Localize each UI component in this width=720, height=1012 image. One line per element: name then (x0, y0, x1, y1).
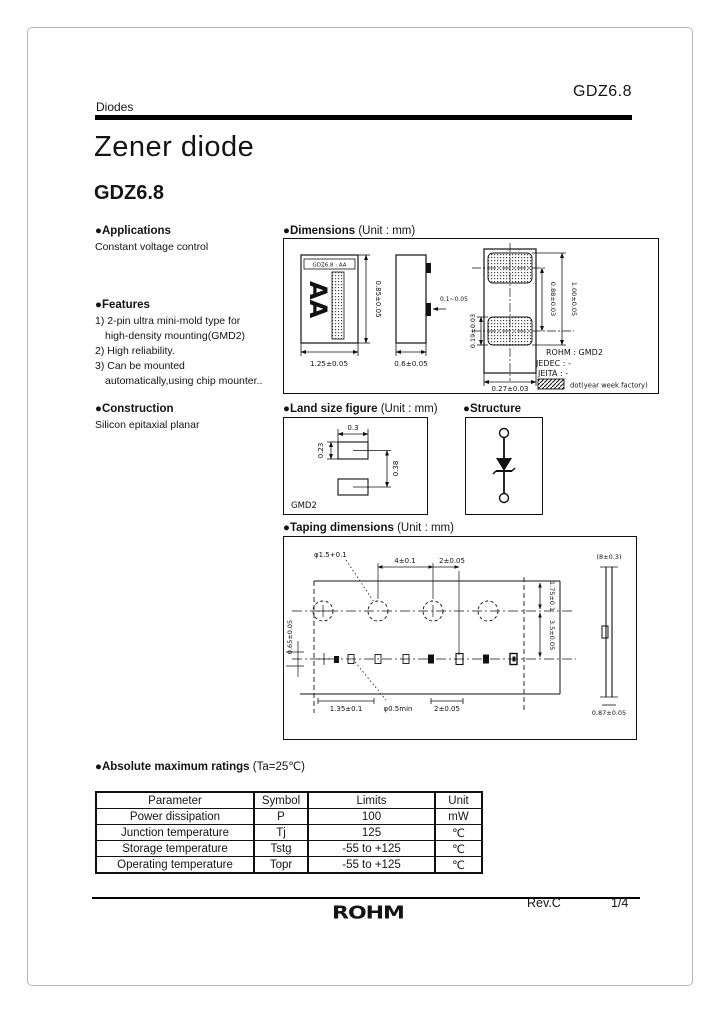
cell-limits: -55 to +125 (308, 857, 435, 874)
table-header-row (96, 792, 482, 809)
col-limits: Limits (308, 792, 435, 809)
dim-tape-thickness: 0.87±0.05 (591, 709, 627, 717)
table-row (96, 857, 482, 874)
cell-parameter: Junction temperature (96, 825, 254, 841)
features-list (95, 314, 262, 389)
cell-symbol: Tstg (254, 841, 308, 857)
revision-label: Rev.C (527, 896, 561, 910)
hatch-swatch (538, 379, 564, 389)
dim-hole-pitch: 4±0.1 (394, 557, 416, 565)
cell-unit: ℃ (435, 825, 482, 841)
table-row (96, 809, 482, 825)
cell-parameter: Operating temperature (96, 857, 254, 874)
dim-pad-inner: 0.88±0.03 (549, 281, 557, 317)
col-symbol: Symbol (254, 792, 308, 809)
dot-mark-area (332, 272, 344, 339)
pkg-jedec: JEDEC : - (536, 359, 571, 368)
dim-pitch: 2±0.05 (439, 557, 465, 565)
cavity-bump (602, 626, 608, 638)
feature-line: high-density mounting(GMD2) (105, 330, 246, 342)
col-unit: Unit (435, 792, 482, 809)
taping-title: ●Taping dimensions (Unit : mm) (283, 522, 454, 534)
zener-symbol (466, 418, 542, 514)
dim-side-thickness: 0.6±0.05 (394, 359, 428, 368)
dim-pad-width: 0.27±0.03 (491, 385, 529, 393)
feature-line: 1) 2-pin ultra mini-mold type for (95, 315, 241, 327)
dim-edge-to-hole: 1.75±0.1 (548, 580, 556, 612)
applications-body: Constant voltage control (95, 241, 209, 253)
dim-cavity-pitch: 2±0.05 (434, 705, 460, 713)
cell-parameter: Power dissipation (96, 809, 254, 825)
dim-land-right: 0.38 (392, 460, 400, 477)
terminal-tab (426, 303, 431, 316)
category-label: Diodes (96, 100, 134, 114)
land-drawing (284, 418, 427, 514)
ratings-title: ●Absolute maximum ratings (Ta=25℃) (95, 761, 305, 773)
dim-land-top: 0.3 (347, 424, 359, 432)
land-package-label: GMD2 (291, 501, 317, 511)
taping-figure (283, 536, 637, 740)
cell-symbol: Tj (254, 825, 308, 841)
land-figure (283, 417, 428, 515)
pkg-rohm: ROHM : GMD2 (546, 348, 603, 357)
dimensions-title: ●Dimensions (Unit : mm) (283, 225, 416, 237)
dim-terminal: 0.1~0.05 (440, 296, 468, 303)
ratings-table (95, 791, 483, 874)
construction-title: ●Construction (95, 403, 174, 415)
dim-pad-outer: 1.00±0.05 (570, 281, 578, 317)
dim-front-width: 1.25±0.05 (309, 359, 349, 368)
package-marking: AA (304, 281, 332, 319)
dimensions-drawing (283, 238, 659, 394)
cavity (428, 655, 434, 664)
cavity (334, 656, 339, 663)
dim-hole-dia: φ1.5+0.1 (314, 551, 347, 559)
cell-symbol: P (254, 809, 308, 825)
dim-pad-left: 0.19±0.03 (469, 313, 477, 349)
cell-symbol: Topr (254, 857, 308, 874)
cell-unit: ℃ (435, 857, 482, 874)
feature-line: 2) High reliability. (95, 345, 175, 357)
dot-note: dot(year week factory) (570, 381, 648, 390)
header-rule (95, 115, 632, 120)
structure-title: ●Structure (463, 403, 522, 415)
rohm-logo: ROHM (332, 903, 404, 924)
cell-limits: 125 (308, 825, 435, 841)
features-title: ●Features (95, 299, 150, 311)
col-parameter: Parameter (96, 792, 254, 809)
dim-hole-to-cavity: 3.5±0.05 (548, 619, 556, 651)
pkg-jeita: JEITA : - (538, 369, 569, 378)
diode-anode (496, 458, 512, 471)
applications-title: ●Applications (95, 225, 171, 237)
cell-limits: 100 (308, 809, 435, 825)
feature-line: automatically,using chip mounter.. (105, 375, 263, 387)
dim-land-left: 0.23 (317, 442, 325, 459)
terminal-tab (426, 263, 431, 273)
dim-cavity-width: 0.65±0.05 (286, 619, 294, 655)
feature-line: 3) Can be mounted (95, 360, 185, 372)
dim-tape-width: (8±0.3) (596, 553, 622, 561)
cell-unit: mW (435, 809, 482, 825)
structure-figure (465, 417, 543, 515)
cell-parameter: Storage temperature (96, 841, 254, 857)
cell-limits: -55 to +125 (308, 841, 435, 857)
package-drawing (284, 239, 658, 393)
part-number: GDZ6.8 (94, 182, 165, 204)
taping-drawing (284, 537, 636, 739)
page-number: 1/4 (611, 896, 629, 910)
land-title: ●Land size figure (Unit : mm) (283, 403, 438, 415)
construction-body: Silicon epitaxial planar (95, 419, 200, 431)
doc-code: GDZ6.8 (572, 83, 632, 100)
cell-unit: ℃ (435, 841, 482, 857)
dim-cavity-dia: φ0.5min (383, 705, 413, 713)
dim-front-height: 0.85±0.05 (374, 280, 382, 318)
page-title: Zener diode (94, 131, 255, 163)
table-row (96, 841, 482, 857)
marking-note: GDZ6.8 : AA (312, 262, 347, 269)
dim-cavity-length: 1.35±0.1 (329, 705, 363, 713)
cavity (483, 655, 489, 664)
table-row (96, 825, 482, 841)
cavity-dot (513, 657, 516, 662)
